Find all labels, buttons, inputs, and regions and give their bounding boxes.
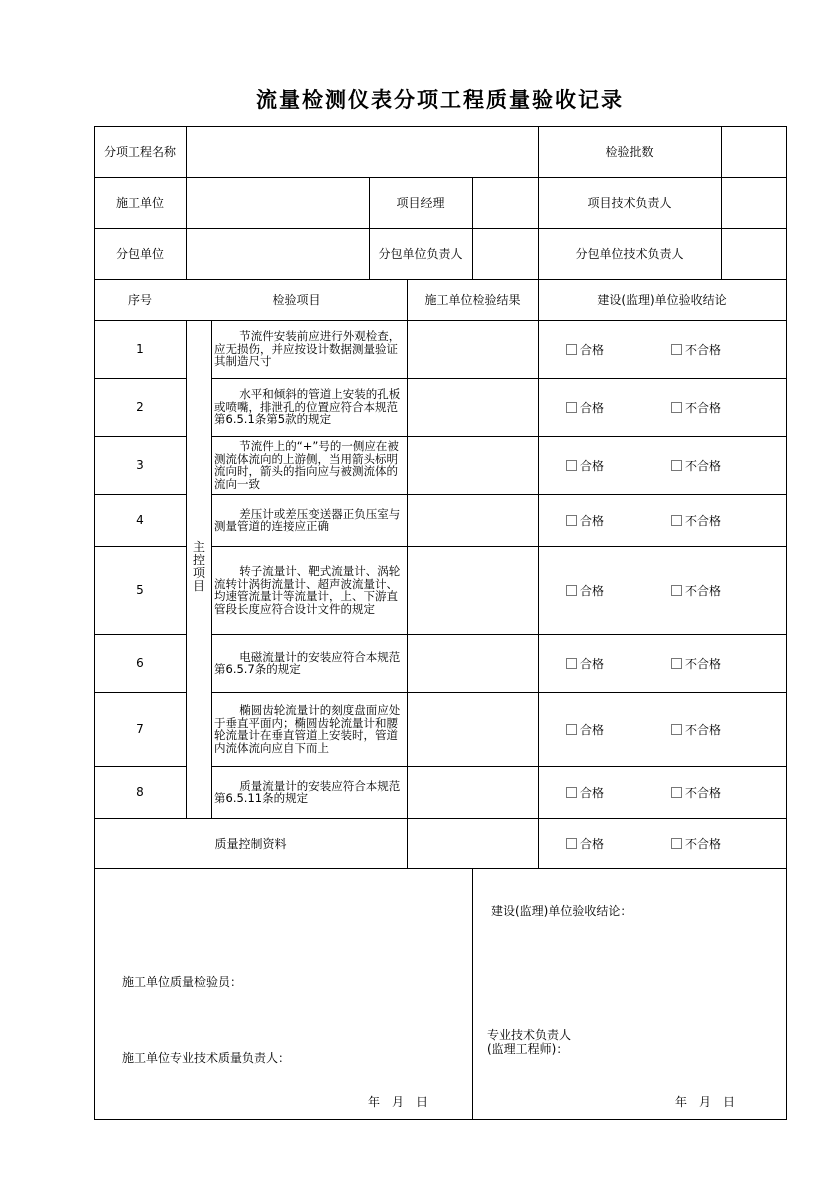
- fail-label: 不合格: [685, 459, 722, 473]
- row-number: 3: [136, 458, 144, 472]
- checkbox-icon: [566, 787, 577, 798]
- batch-count-label: 检验批数: [605, 145, 654, 159]
- project-manager-value[interactable]: [472, 177, 538, 228]
- grid-line: [472, 868, 473, 1119]
- checkbox-icon: [566, 585, 577, 596]
- checkbox-icon: [566, 724, 577, 735]
- grid-line: [407, 279, 408, 868]
- checkbox-icon: [566, 344, 577, 355]
- inspector-label: 施工单位质量检验员：: [122, 975, 243, 989]
- row-number: 5: [136, 583, 144, 597]
- col-item-header: 检验项目: [272, 293, 321, 307]
- project-name-value[interactable]: [186, 126, 538, 177]
- pass-label: 合格: [580, 343, 605, 357]
- fail-checkbox[interactable]: [671, 721, 721, 738]
- checkbox-icon: [566, 658, 577, 669]
- tech-lead-label: 项目技术负责人: [587, 196, 672, 210]
- fail-checkbox[interactable]: [671, 512, 721, 529]
- fail-checkbox[interactable]: [671, 582, 721, 599]
- project-name-label: 分项工程名称: [103, 145, 176, 159]
- row-item-text: 节流件安装前应进行外观检查，应无损伤，并应按设计数据测量验证其制造尺寸: [214, 329, 401, 369]
- fail-label: 不合格: [685, 343, 722, 357]
- checkbox-icon: [671, 402, 682, 413]
- row-item-text: 电磁流量计的安装应符合本规范第6.5.7条的规定: [214, 649, 401, 676]
- checkbox-icon: [671, 344, 682, 355]
- pass-label: 合格: [580, 837, 605, 851]
- col-supervisor-conclusion-header: 建设(监理)单位验收结论: [597, 293, 727, 307]
- tech-lead-line1: 专业技术负责人: [487, 1028, 572, 1042]
- sub-lead-value[interactable]: [472, 228, 538, 279]
- fail-label: 不合格: [685, 401, 722, 415]
- fail-checkbox[interactable]: [671, 457, 721, 474]
- pass-checkbox[interactable]: [566, 582, 604, 599]
- contractor-label: 施工单位: [115, 196, 164, 210]
- row-item-text: 水平和倾斜的管道上安装的孔板或喷嘴，排泄孔的位置应符合本规范第6.5.1条第5款的规定: [214, 387, 401, 427]
- row-number: 8: [136, 785, 144, 799]
- row-item-text: 椭圆齿轮流量计的刻度盘面应处于垂直平面内；椭圆齿轮流量计和腰轮流量计在垂直管道上安装时，管道内流体流向应自下而上: [214, 703, 401, 755]
- checkbox-icon: [671, 460, 682, 471]
- pass-label: 合格: [580, 401, 605, 415]
- pass-label: 合格: [580, 459, 605, 473]
- conclusion-label: 建设(监理)单位验收结论：: [491, 904, 633, 918]
- fail-label: 不合格: [685, 723, 722, 737]
- pass-checkbox[interactable]: [566, 457, 604, 474]
- grid-line: [94, 320, 786, 321]
- checkbox-icon: [566, 402, 577, 413]
- col-seq-header: 序号: [127, 293, 152, 307]
- checkbox-icon: [671, 724, 682, 735]
- row-number: 7: [136, 722, 144, 736]
- qc-docs-label: 质量控制资料: [214, 836, 287, 851]
- date-right: 年 月 日: [675, 1095, 736, 1109]
- checkbox-icon: [566, 515, 577, 526]
- pass-checkbox[interactable]: [566, 512, 604, 529]
- fail-label: 不合格: [685, 514, 722, 528]
- sub-lead-label: 分包单位负责人: [378, 247, 463, 261]
- date-left: 年 月 日: [368, 1095, 429, 1109]
- row-item-text: 差压计或差压变送器正负压室与测量管道的连接应正确: [214, 506, 401, 533]
- row-number: 4: [136, 513, 144, 527]
- subcontractor-value[interactable]: [186, 228, 369, 279]
- pass-label: 合格: [580, 514, 605, 528]
- pass-label: 合格: [580, 657, 605, 671]
- row-item-text: 节流件上的“+”号的一侧应在被测流体流向的上游侧，当用箭头标明流向时，箭头的指向应与被测流体的流向一致: [214, 439, 399, 491]
- pass-label: 合格: [580, 584, 605, 598]
- sub-tech-lead-label: 分包单位技术负责人: [575, 247, 684, 261]
- project-manager-label: 项目经理: [396, 196, 445, 210]
- fail-checkbox[interactable]: [671, 399, 721, 416]
- pass-checkbox[interactable]: [566, 835, 604, 852]
- fail-label: 不合格: [685, 584, 722, 598]
- pass-checkbox[interactable]: [566, 399, 604, 416]
- border-line: [786, 126, 787, 1120]
- tech-lead-value[interactable]: [721, 177, 786, 228]
- subcontractor-label: 分包单位: [115, 247, 164, 261]
- fail-label: 不合格: [685, 657, 722, 671]
- fail-checkbox[interactable]: [671, 835, 721, 852]
- checkbox-icon: [671, 515, 682, 526]
- sub-tech-lead-value[interactable]: [721, 228, 786, 279]
- tech-quality-lead-label: 施工单位专业技术质量负责人：: [122, 1051, 291, 1065]
- border-line: [94, 1119, 786, 1120]
- tech-lead-line2: (监理工程师)：: [487, 1042, 569, 1056]
- fail-checkbox[interactable]: [671, 341, 721, 358]
- checkbox-icon: [671, 585, 682, 596]
- pass-checkbox[interactable]: [566, 655, 604, 672]
- row-number: 6: [136, 656, 144, 670]
- row-item-text: 质量流量计的安装应符合本规范第6.5.11条的规定: [214, 778, 401, 805]
- row-item-text: 转子流量计、靶式流量计、涡轮流转计涡街流量计、超声波流量计、均速管流量计等流量计，上、下游直管段长度应符合设计文件的规定: [214, 564, 401, 616]
- pass-checkbox[interactable]: [566, 341, 604, 358]
- fail-checkbox[interactable]: [671, 655, 721, 672]
- page-title: 流量检测仪表分项工程质量验收记录: [256, 88, 624, 112]
- row-number: 1: [136, 342, 144, 356]
- main-control-label: 主 控 项 目: [192, 540, 205, 593]
- checkbox-icon: [671, 658, 682, 669]
- checkbox-icon: [671, 838, 682, 849]
- row-number: 2: [136, 400, 144, 414]
- pass-checkbox[interactable]: [566, 784, 604, 801]
- contractor-value[interactable]: [186, 177, 369, 228]
- checkbox-icon: [671, 787, 682, 798]
- pass-label: 合格: [580, 723, 605, 737]
- batch-count-value[interactable]: [721, 126, 786, 177]
- pass-label: 合格: [580, 786, 605, 800]
- fail-label: 不合格: [685, 837, 722, 851]
- fail-label: 不合格: [685, 786, 722, 800]
- fail-checkbox[interactable]: [671, 784, 721, 801]
- checkbox-icon: [566, 838, 577, 849]
- grid-line: [94, 868, 786, 869]
- pass-checkbox[interactable]: [566, 721, 604, 738]
- col-contractor-result-header: 施工单位检验结果: [424, 293, 521, 307]
- checkbox-icon: [566, 460, 577, 471]
